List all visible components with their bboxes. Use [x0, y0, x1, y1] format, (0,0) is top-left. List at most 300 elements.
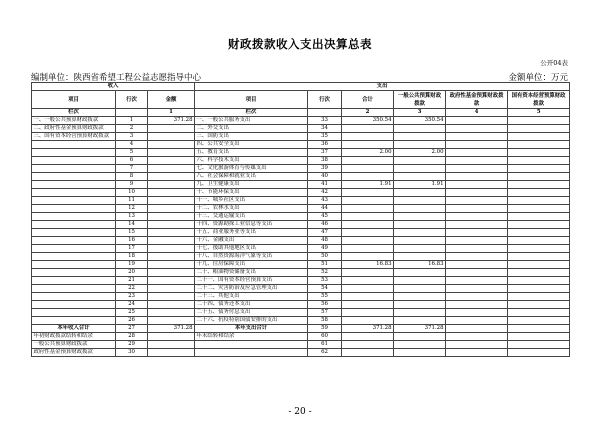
expense-line-no: 44: [308, 205, 342, 213]
income-item: [32, 301, 116, 309]
expense-line-no: 57: [308, 309, 342, 317]
expense-header: 支出: [195, 83, 570, 91]
income-amount: [148, 189, 195, 197]
total-amount: 1.91: [342, 181, 394, 189]
state-capital-amount: [508, 245, 570, 253]
state-capital-amount: [508, 341, 570, 349]
table-row: [32, 165, 570, 173]
state-capital-amount: [508, 301, 570, 309]
gov-fund-amount: [446, 293, 508, 301]
state-capital-header: 国有资本经营预算财政拨款: [508, 91, 570, 109]
column-number-1: 1: [148, 109, 195, 117]
expense-item: 十六、金融支出: [195, 237, 308, 245]
income-item: 二、政府性基金预算财政拨款: [32, 125, 116, 133]
table-row: [32, 173, 570, 181]
total-amount: [342, 141, 394, 149]
table-row: [32, 261, 570, 269]
expense-item: 十、节能环保支出: [195, 189, 308, 197]
gov-fund-amount: [446, 149, 508, 157]
total-amount: [342, 221, 394, 229]
gov-fund-amount: [446, 309, 508, 317]
expense-item: 六、科学技术支出: [195, 157, 308, 165]
income-amount: [148, 133, 195, 141]
income-line-no: 9: [116, 181, 148, 189]
income-amount: [148, 197, 195, 205]
state-capital-amount: [508, 269, 570, 277]
expense-line-no: 59: [308, 325, 342, 333]
gov-fund-amount: [446, 221, 508, 229]
state-capital-amount: [508, 205, 570, 213]
total-amount: [342, 317, 394, 325]
income-line-no: 24: [116, 301, 148, 309]
income-item: [32, 245, 116, 253]
table-row: [32, 237, 570, 245]
total-amount: [342, 189, 394, 197]
total-amount: [342, 277, 394, 285]
income-amount: [148, 317, 195, 325]
income-item: [32, 261, 116, 269]
gov-fund-amount: [446, 333, 508, 341]
income-line-no: 19: [116, 261, 148, 269]
income-amount: [148, 277, 195, 285]
expense-line-no: 48: [308, 237, 342, 245]
page-number: - 20 -: [288, 407, 312, 417]
income-amount: [148, 181, 195, 189]
gov-fund-amount: [446, 125, 508, 133]
income-amount: [148, 261, 195, 269]
table-row: [32, 253, 570, 261]
income-amount: [148, 205, 195, 213]
income-line-no: 10: [116, 189, 148, 197]
form-number: 公开04表: [540, 59, 568, 67]
column-number-4: 4: [446, 109, 508, 117]
table-row: [32, 309, 570, 317]
state-capital-amount: [508, 309, 570, 317]
income-line-no: 28: [116, 333, 148, 341]
gov-fund-amount: [446, 349, 508, 357]
income-amount: [148, 213, 195, 221]
state-capital-amount: [508, 237, 570, 245]
expense-line-no: 55: [308, 293, 342, 301]
gov-fund-amount: [446, 165, 508, 173]
general-budget-amount: [394, 317, 446, 325]
income-line-no: 8: [116, 173, 148, 181]
general-budget-amount: 1.91: [394, 181, 446, 189]
income-line-header: 行次: [116, 91, 148, 109]
expense-line-no: 39: [308, 165, 342, 173]
column-number-empty: [116, 109, 148, 117]
table-row: [32, 197, 570, 205]
column-number-2: 2: [342, 109, 394, 117]
gov-fund-amount: [446, 181, 508, 189]
state-capital-amount: [508, 133, 570, 141]
general-budget-amount: [394, 173, 446, 181]
income-item: [32, 253, 116, 261]
general-budget-amount: [394, 277, 446, 285]
income-amount: [148, 141, 195, 149]
general-budget-amount: [394, 141, 446, 149]
income-item: [32, 309, 116, 317]
table-row: [32, 133, 570, 141]
state-capital-amount: [508, 141, 570, 149]
income-item: 年初财政拨款结转和结余: [32, 333, 116, 341]
expense-item: 十四、资源勘探工业信息等支出: [195, 221, 308, 229]
income-item: 三、国有资本经营预算财政拨款: [32, 133, 116, 141]
expense-item: 二十三、其他支出: [195, 293, 308, 301]
gov-fund-amount: [446, 277, 508, 285]
total-amount: 371.28: [342, 325, 394, 333]
income-amount: [148, 333, 195, 341]
total-amount: [342, 157, 394, 165]
gov-fund-amount: [446, 341, 508, 349]
expense-line-no: 58: [308, 317, 342, 325]
income-amount: [148, 237, 195, 245]
income-item: [32, 157, 116, 165]
expense-item: 四、公共安全支出: [195, 141, 308, 149]
income-line-no: 14: [116, 221, 148, 229]
general-budget-amount: [394, 213, 446, 221]
expense-item: 年末结转和结余: [195, 333, 308, 341]
general-budget-amount: [394, 157, 446, 165]
expense-item: 十九、住房保障支出: [195, 261, 308, 269]
expense-item: 二十、粮油物资储备支出: [195, 269, 308, 277]
income-line-no: 21: [116, 277, 148, 285]
income-item: [32, 221, 116, 229]
expense-item-header: 项目: [195, 91, 308, 109]
gov-fund-amount: [446, 173, 508, 181]
total-amount: [342, 229, 394, 237]
column-number-3: 3: [394, 109, 446, 117]
total-amount: 2.00: [342, 149, 394, 157]
gov-fund-header: 政府性基金预算财政拨款: [446, 91, 508, 109]
total-amount: [342, 341, 394, 349]
income-item: [32, 317, 116, 325]
table-row: [32, 349, 570, 357]
state-capital-amount: [508, 213, 570, 221]
totals-row: [32, 325, 570, 333]
table-row: [32, 245, 570, 253]
table-row: [32, 285, 570, 293]
expense-line-no: 35: [308, 133, 342, 141]
income-amount: [148, 245, 195, 253]
table-row: [32, 221, 570, 229]
income-line-no: 30: [116, 349, 148, 357]
expense-line-no: 38: [308, 157, 342, 165]
income-line-no: 1: [116, 117, 148, 125]
total-amount: [342, 269, 394, 277]
income-amount: 371.28: [148, 117, 195, 125]
income-line-no: 3: [116, 133, 148, 141]
expense-item: 二十六、抗疫特别国债安排的支出: [195, 317, 308, 325]
expense-line-no: 47: [308, 229, 342, 237]
income-item: [32, 213, 116, 221]
general-budget-amount: [394, 245, 446, 253]
expense-line-header: 行次: [308, 91, 342, 109]
gov-fund-amount: [446, 245, 508, 253]
expense-line-no: 61: [308, 341, 342, 349]
column-label-expense: 栏次: [195, 109, 308, 117]
income-amount: [148, 285, 195, 293]
table-row: [32, 269, 570, 277]
income-amount: [148, 165, 195, 173]
income-item: [32, 285, 116, 293]
state-capital-amount: [508, 125, 570, 133]
total-amount: 16.83: [342, 261, 394, 269]
state-capital-amount: [508, 317, 570, 325]
table-row: [32, 293, 570, 301]
state-capital-amount: [508, 157, 570, 165]
table-row: [32, 317, 570, 325]
state-capital-amount: [508, 173, 570, 181]
expense-line-no: 45: [308, 213, 342, 221]
income-amount: [148, 221, 195, 229]
total-amount: [342, 205, 394, 213]
income-amount: [148, 157, 195, 165]
income-line-no: 4: [116, 141, 148, 149]
state-capital-amount: [508, 165, 570, 173]
expense-item: 本年支出合计: [195, 325, 308, 333]
total-amount: 350.54: [342, 117, 394, 125]
expense-item: 十一、城乡社区支出: [195, 197, 308, 205]
gov-fund-amount: [446, 117, 508, 125]
income-line-no: 22: [116, 285, 148, 293]
income-item: [32, 237, 116, 245]
income-line-no: 5: [116, 149, 148, 157]
expense-item: 八、社会保障和就业支出: [195, 173, 308, 181]
income-item: [32, 189, 116, 197]
column-number-5: 5: [508, 109, 570, 117]
state-capital-amount: [508, 221, 570, 229]
expense-line-no: 42: [308, 189, 342, 197]
expense-line-no: 37: [308, 149, 342, 157]
income-item: [32, 277, 116, 285]
general-budget-amount: 371.28: [394, 325, 446, 333]
general-budget-amount: [394, 293, 446, 301]
gov-fund-amount: [446, 317, 508, 325]
general-budget-amount: [394, 197, 446, 205]
expense-line-no: 36: [308, 141, 342, 149]
gov-fund-amount: [446, 213, 508, 221]
income-item: [32, 165, 116, 173]
gov-fund-amount: [446, 205, 508, 213]
income-line-no: 11: [116, 197, 148, 205]
expense-line-no: 56: [308, 301, 342, 309]
expense-item: 九、卫生健康支出: [195, 181, 308, 189]
expense-item: [195, 341, 308, 349]
state-capital-amount: [508, 325, 570, 333]
expense-item: 三、国防支出: [195, 133, 308, 141]
expense-item: 十七、援助其他地区支出: [195, 245, 308, 253]
state-capital-amount: [508, 349, 570, 357]
table-row: [32, 125, 570, 133]
expense-line-no: 33: [308, 117, 342, 125]
income-amount: [148, 341, 195, 349]
state-capital-amount: [508, 181, 570, 189]
expense-line-no: 62: [308, 349, 342, 357]
income-amount: [148, 149, 195, 157]
expense-item: 二十一、国有资本经营预算支出: [195, 277, 308, 285]
gov-fund-amount: [446, 141, 508, 149]
header-row-2: [32, 91, 570, 109]
income-line-no: 2: [116, 125, 148, 133]
table-row: [32, 141, 570, 149]
income-amount: [148, 125, 195, 133]
expense-line-no: 54: [308, 285, 342, 293]
income-line-no: 12: [116, 205, 148, 213]
income-item: [32, 149, 116, 157]
general-budget-amount: [394, 285, 446, 293]
page-title: 财政拨款收入支出决算总表: [228, 37, 372, 51]
gov-fund-amount: [446, 261, 508, 269]
amount-unit: 金额单位：万元: [508, 73, 568, 83]
expense-item: 十五、商业服务业等支出: [195, 229, 308, 237]
income-line-no: 25: [116, 309, 148, 317]
gov-fund-amount: [446, 229, 508, 237]
expense-line-no: 60: [308, 333, 342, 341]
state-capital-amount: [508, 277, 570, 285]
income-item: 政府性基金预算财政拨款: [32, 349, 116, 357]
expense-item: 五、教育支出: [195, 149, 308, 157]
table-row: [32, 341, 570, 349]
income-line-no: 15: [116, 229, 148, 237]
general-budget-amount: [394, 341, 446, 349]
income-item: 本年收入合计: [32, 325, 116, 333]
table-row: [32, 149, 570, 157]
expense-item: 十二、农林水支出: [195, 205, 308, 213]
income-item: [32, 181, 116, 189]
total-amount: [342, 301, 394, 309]
general-budget-amount: [394, 205, 446, 213]
state-capital-amount: [508, 253, 570, 261]
expense-item: 二、外交支出: [195, 125, 308, 133]
general-budget-amount: [394, 165, 446, 173]
expense-item: 二十二、灾害防治及应急管理支出: [195, 285, 308, 293]
table-row: [32, 205, 570, 213]
table-row: [32, 301, 570, 309]
expense-line-no: 40: [308, 173, 342, 181]
income-item: [32, 205, 116, 213]
income-amount: 371.28: [148, 325, 195, 333]
total-amount: [342, 293, 394, 301]
income-amount: [148, 229, 195, 237]
expense-line-no: 52: [308, 269, 342, 277]
gov-fund-amount: [446, 237, 508, 245]
general-budget-amount: [394, 349, 446, 357]
income-amount: [148, 253, 195, 261]
income-amount: [148, 301, 195, 309]
state-capital-amount: [508, 285, 570, 293]
income-amount-header: 金额: [148, 91, 195, 109]
income-item: 一般公共预算财政拨款: [32, 341, 116, 349]
expense-item: 二十五、债务付息支出: [195, 309, 308, 317]
income-item: [32, 173, 116, 181]
expense-line-no: 53: [308, 277, 342, 285]
table-row: [32, 213, 570, 221]
total-amount: [342, 213, 394, 221]
general-budget-amount: 350.54: [394, 117, 446, 125]
general-budget-amount: [394, 229, 446, 237]
state-capital-amount: [508, 293, 570, 301]
income-item-header: 项目: [32, 91, 116, 109]
general-budget-amount: [394, 253, 446, 261]
general-budget-header: 一般公共预算财政拨款: [394, 91, 446, 109]
header-row-1: [32, 83, 570, 91]
expense-item: 二十四、债务还本支出: [195, 301, 308, 309]
table-row: [32, 189, 570, 197]
table-row: [32, 117, 570, 125]
table-row: [32, 333, 570, 341]
expense-item: 十三、交通运输支出: [195, 213, 308, 221]
total-amount: [342, 245, 394, 253]
total-amount: [342, 125, 394, 133]
income-item: 一、一般公共预算财政拨款: [32, 117, 116, 125]
general-budget-amount: [394, 189, 446, 197]
total-amount: [342, 285, 394, 293]
expense-line-no: 34: [308, 125, 342, 133]
income-amount: [148, 173, 195, 181]
total-amount: [342, 333, 394, 341]
income-amount: [148, 293, 195, 301]
income-header: 收入: [32, 83, 195, 91]
income-item: [32, 269, 116, 277]
budget-table: [31, 82, 570, 357]
total-amount: [342, 197, 394, 205]
gov-fund-amount: [446, 197, 508, 205]
income-item: [32, 229, 116, 237]
table-row: [32, 229, 570, 237]
gov-fund-amount: [446, 325, 508, 333]
income-line-no: 20: [116, 269, 148, 277]
income-line-no: 17: [116, 245, 148, 253]
gov-fund-amount: [446, 189, 508, 197]
income-amount: [148, 349, 195, 357]
income-line-no: 13: [116, 213, 148, 221]
state-capital-amount: [508, 261, 570, 269]
general-budget-amount: [394, 221, 446, 229]
total-amount: [342, 309, 394, 317]
total-header: 合计: [342, 91, 394, 109]
general-budget-amount: 2.00: [394, 149, 446, 157]
expense-line-no: 43: [308, 197, 342, 205]
state-capital-amount: [508, 149, 570, 157]
income-line-no: 16: [116, 237, 148, 245]
income-line-no: 6: [116, 157, 148, 165]
gov-fund-amount: [446, 133, 508, 141]
state-capital-amount: [508, 189, 570, 197]
expense-line-no: 49: [308, 245, 342, 253]
state-capital-amount: [508, 229, 570, 237]
expense-item: 十八、自然资源海洋气象等支出: [195, 253, 308, 261]
gov-fund-amount: [446, 301, 508, 309]
expense-line-no: 46: [308, 221, 342, 229]
expense-item: 七、文化旅游体育与传媒支出: [195, 165, 308, 173]
total-amount: [342, 349, 394, 357]
state-capital-amount: [508, 117, 570, 125]
column-label: 栏次: [32, 109, 116, 117]
income-item: [32, 141, 116, 149]
total-amount: [342, 253, 394, 261]
expense-line-no: 50: [308, 253, 342, 261]
income-line-no: 29: [116, 341, 148, 349]
total-amount: [342, 165, 394, 173]
general-budget-amount: [394, 237, 446, 245]
expense-item: [195, 349, 308, 357]
income-amount: [148, 269, 195, 277]
general-budget-amount: [394, 309, 446, 317]
table-row: [32, 277, 570, 285]
income-line-no: 7: [116, 165, 148, 173]
expense-line-no: 51: [308, 261, 342, 269]
